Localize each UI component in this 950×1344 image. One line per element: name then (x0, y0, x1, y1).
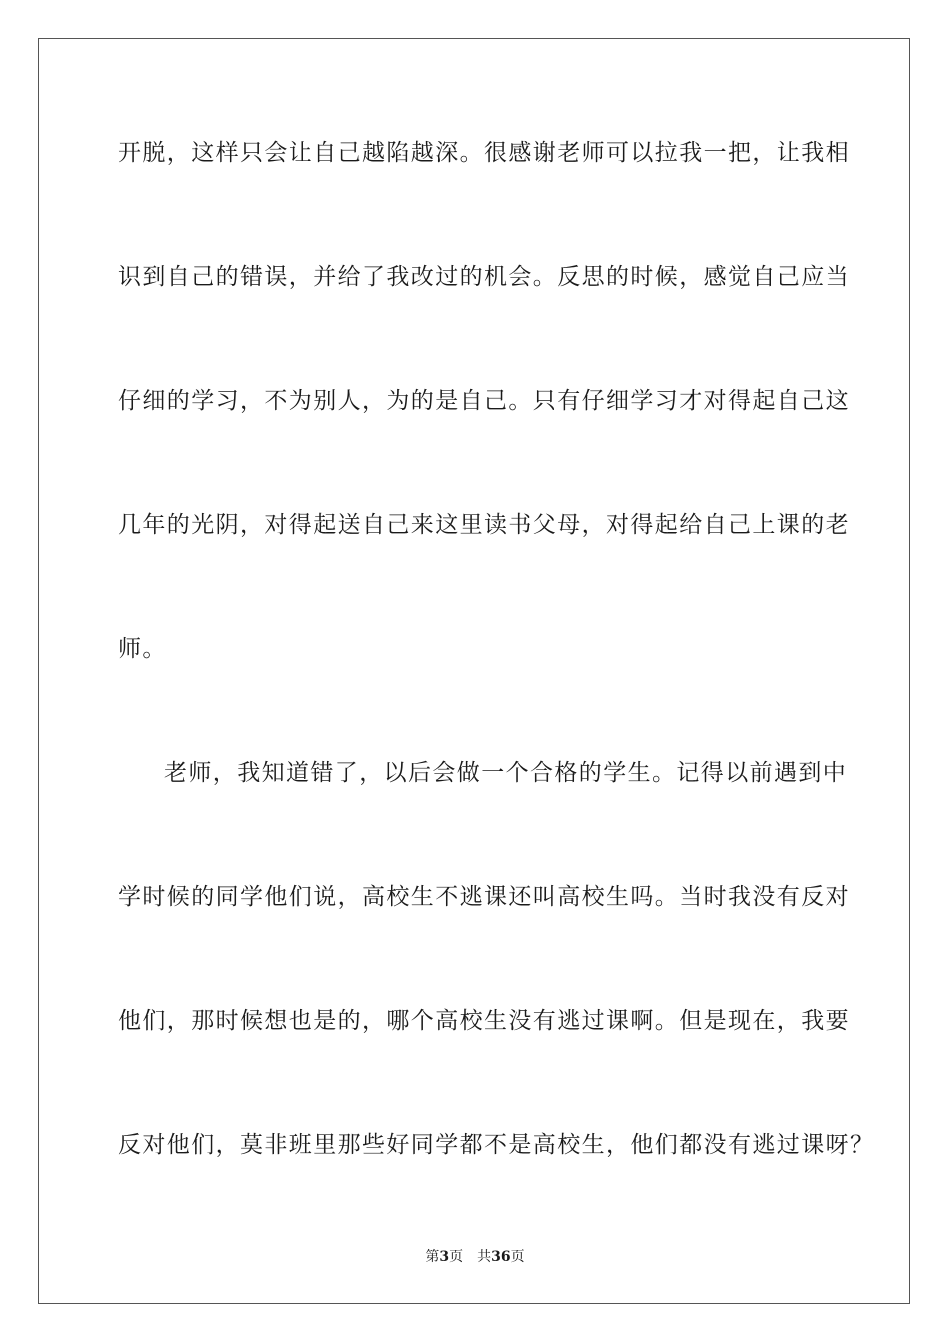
paragraph-line: 反对他们，莫非班里那些好同学都不是高校生，他们都没有逃过课呀？ (118, 1132, 875, 1158)
paragraph-line: 他们，那时候想也是的，哪个高校生没有逃过课啊。但是现在，我要 (118, 1008, 850, 1034)
total-pages-prefix: 共 (477, 1249, 492, 1265)
paragraph-line: 识到自己的错误，并给了我改过的机会。反思的时候，感觉自己应当 (118, 264, 850, 290)
paragraph-line: 仔细的学习，不为别人，为的是自己。只有仔细学习才对得起自己这 (118, 388, 850, 414)
paragraph-line: 老师，我知道错了，以后会做一个合格的学生。记得以前遇到中 (164, 760, 848, 786)
paragraph-line: 学时候的同学他们说，高校生不逃课还叫高校生吗。当时我没有反对 (118, 884, 850, 910)
paragraph-line: 开脱，这样只会让自己越陷越深。很感谢老师可以拉我一把，让我相 (118, 140, 850, 166)
page-border (38, 38, 910, 1304)
page-number-prefix: 第 (425, 1249, 440, 1265)
paragraph-line: 师。 (118, 636, 167, 662)
current-page-number: 3 (439, 1249, 450, 1265)
paragraph-line: 几年的光阴，对得起送自己来这里读书父母，对得起给自己上课的老 (118, 512, 850, 538)
page-number-suffix: 页 (449, 1249, 464, 1265)
total-page-count: 36 (491, 1249, 511, 1265)
page-footer (0, 1248, 950, 1266)
total-pages-suffix: 页 (510, 1249, 525, 1265)
